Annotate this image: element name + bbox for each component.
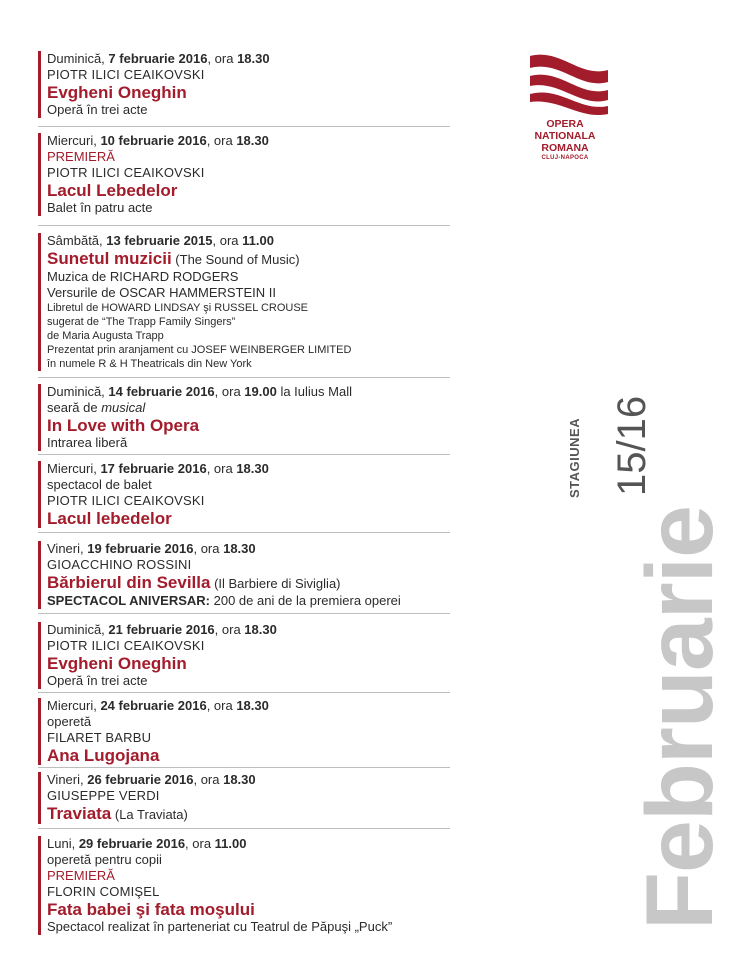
event-date: Vineri, 26 februarie 2016, ora 18.30	[47, 772, 256, 787]
event-card	[38, 836, 447, 935]
season-number: 15/16	[610, 395, 654, 496]
event-title: Traviata (La Traviata)	[47, 804, 188, 823]
event-card	[38, 541, 447, 609]
premiere-badge: PREMIERĂ	[47, 868, 115, 883]
event-card	[38, 772, 447, 824]
divider	[38, 828, 450, 829]
event-title: Sunetul muzicii (The Sound of Music)	[47, 249, 300, 268]
event-date: Duminică, 14 februarie 2016, ora 19.00 la Iulius Mall	[47, 384, 352, 399]
logo-city: CLUJ-NAPOCA	[541, 155, 589, 161]
event-description: Intrarea liberă	[47, 435, 128, 450]
event-date: Duminică, 7 februarie 2016, ora 18.30	[47, 51, 270, 66]
event-kind: spectacol de balet	[47, 477, 152, 492]
event-description: Spectacol realizat în parteneriat cu Teatrul de Păpuşi „Puck”	[47, 919, 393, 934]
event-date: Duminică, 21 februarie 2016, ora 18.30	[47, 622, 277, 637]
event-description: Operă în trei acte	[47, 673, 148, 688]
event-composer: GIOACCHINO ROSSINI	[47, 557, 192, 572]
event-composer: FILARET BARBU	[47, 730, 152, 745]
credit-line: de Maria Augusta Trapp	[47, 330, 164, 342]
divider	[38, 767, 450, 768]
event-kind: operetă pentru copii	[47, 852, 162, 867]
credit-line: Muzica de RICHARD RODGERS	[47, 269, 239, 284]
divider	[38, 377, 450, 378]
event-card	[38, 384, 447, 451]
divider	[38, 613, 450, 614]
event-date: Miercuri, 24 februarie 2016, ora 18.30	[47, 698, 269, 713]
credit-line: sugerat de “The Trapp Family Singers”	[47, 316, 236, 328]
logo-line-2: NATIONALA	[534, 130, 596, 142]
event-composer: PIOTR ILICI CEAIKOVSKI	[47, 165, 205, 180]
divider	[38, 225, 450, 226]
event-title: Lacul Lebedelor	[47, 181, 178, 200]
event-note: SPECTACOL ANIVERSAR: 200 de ani de la premiera operei	[47, 593, 401, 608]
opera-logo-text	[520, 118, 610, 162]
event-card	[38, 461, 447, 528]
event-date: Sâmbătă, 13 februarie 2015, ora 11.00	[47, 233, 274, 248]
event-title: Bărbierul din Sevilla (Il Barbiere di Siviglia)	[47, 573, 341, 592]
event-kind: operetă	[47, 714, 92, 729]
event-composer: PIOTR ILICI CEAIKOVSKI	[47, 493, 205, 508]
event-composer: FLORIN COMIŞEL	[47, 884, 160, 899]
divider	[38, 126, 450, 127]
event-composer: GIUSEPPE VERDI	[47, 788, 160, 803]
event-title: Ana Lugojana	[47, 746, 160, 765]
event-title: Lacul lebedelor	[47, 509, 172, 528]
event-date: Vineri, 19 februarie 2016, ora 18.30	[47, 541, 256, 556]
event-title: Fata babei şi fata moşului	[47, 900, 255, 919]
event-title: In Love with Opera	[47, 416, 200, 435]
event-kind: seară de musical	[47, 400, 146, 415]
event-description: Operă în trei acte	[47, 102, 148, 117]
event-card	[38, 233, 447, 371]
event-composer: PIOTR ILICI CEAIKOVSKI	[47, 67, 205, 82]
credit-line: în numele R & H Theatricals din New York	[47, 358, 252, 370]
divider	[38, 532, 450, 533]
event-card	[38, 51, 447, 118]
event-date: Miercuri, 10 februarie 2016, ora 18.30	[47, 133, 269, 148]
event-description: Balet în patru acte	[47, 200, 153, 215]
logo-line-1: OPERA	[546, 118, 584, 130]
event-card	[38, 622, 447, 689]
divider	[38, 692, 450, 693]
event-card	[38, 133, 447, 216]
credit-line: Libretul de HOWARD LINDSAY şi RUSSEL CROUSE	[47, 302, 309, 314]
event-card	[38, 698, 447, 765]
season-label: STAGIUNEA	[567, 417, 582, 498]
event-date: Miercuri, 17 februarie 2016, ora 18.30	[47, 461, 269, 476]
credit-line: Versurile de OSCAR HAMMERSTEIN II	[47, 285, 276, 300]
event-date: Luni, 29 februarie 2016, ora 11.00	[47, 836, 247, 851]
divider	[38, 454, 450, 455]
event-title: Evgheni Oneghin	[47, 654, 187, 673]
month-label: Februarie	[627, 506, 733, 930]
event-title: Evgheni Oneghin	[47, 83, 187, 102]
logo-line-3: ROMANA	[541, 142, 589, 154]
premiere-badge: PREMIERĂ	[47, 149, 115, 164]
credit-line: Prezentat prin aranjament cu JOSEF WEINBERGER LIMITED	[47, 344, 352, 356]
event-composer: PIOTR ILICI CEAIKOVSKI	[47, 638, 205, 653]
